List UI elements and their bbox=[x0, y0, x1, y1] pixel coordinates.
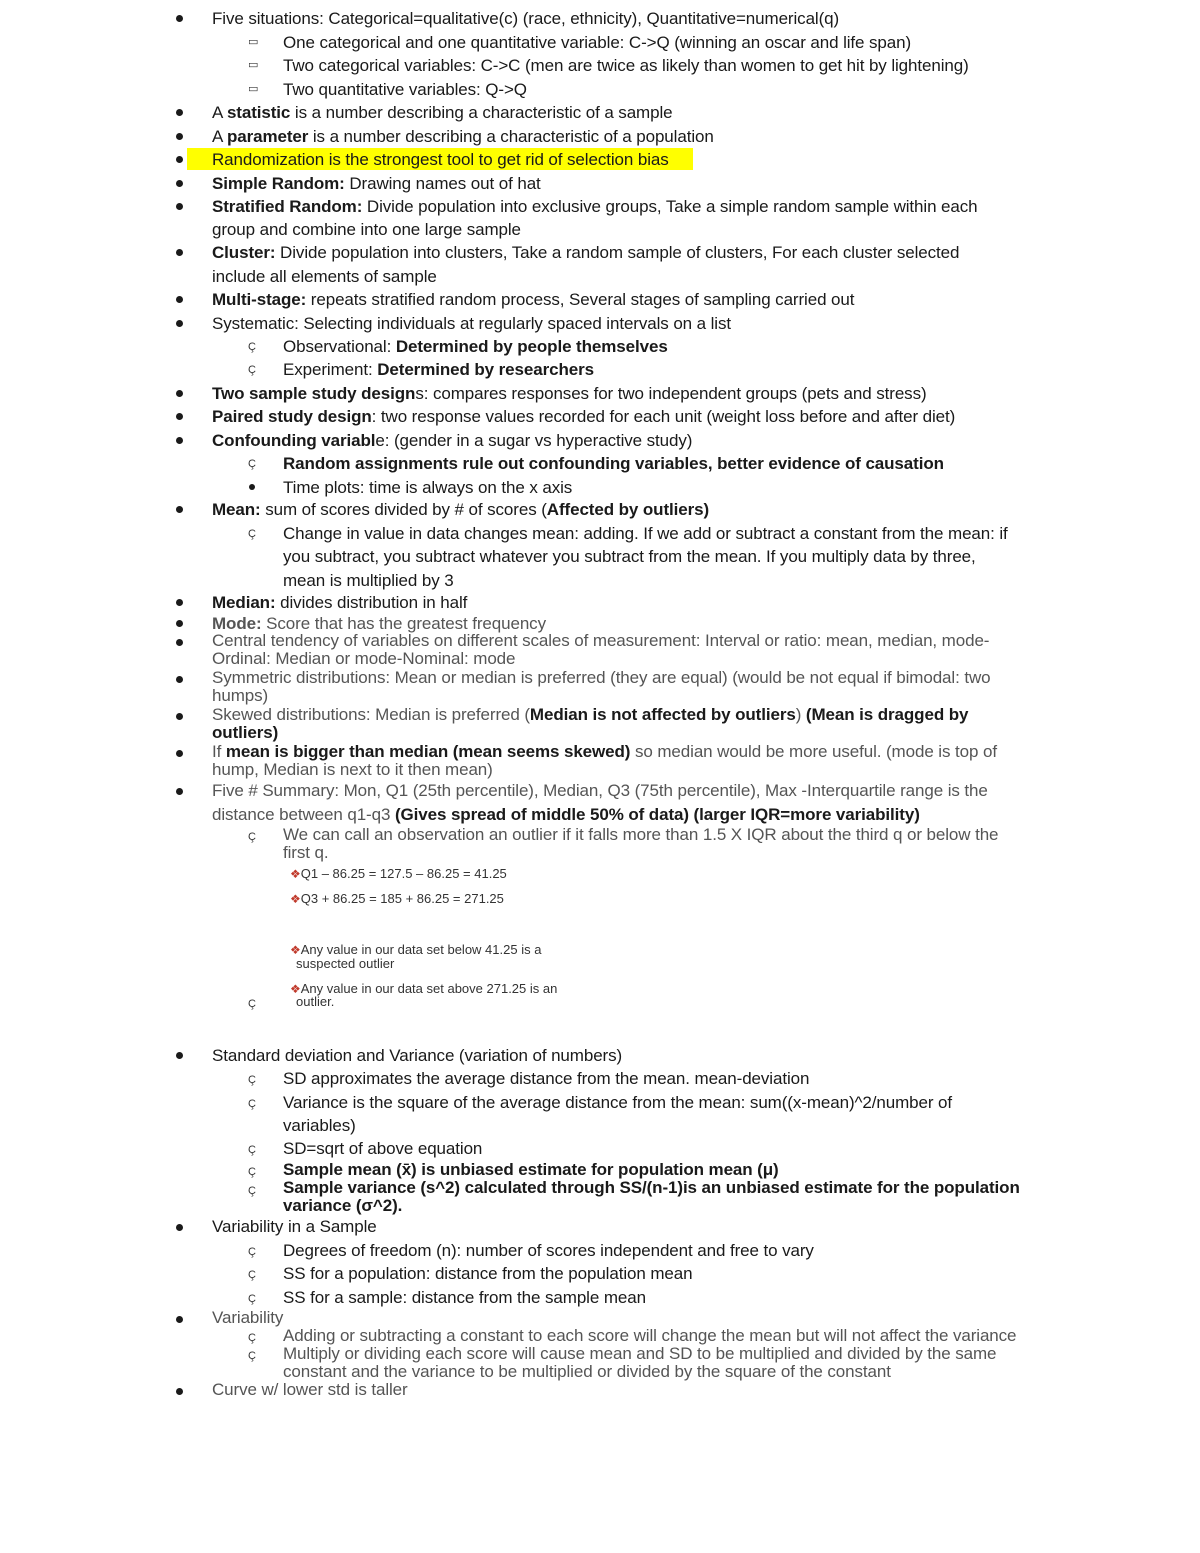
sub-bullet-icon: Ç bbox=[248, 1098, 256, 1110]
bullet-icon bbox=[176, 1224, 183, 1231]
note-line: you subtract, you subtract whatever you subtract from the mean. If you multiply data by three, bbox=[283, 547, 976, 566]
diamond-bullet-icon: ❖ bbox=[290, 943, 301, 957]
note-line: SD=sqrt of above equation bbox=[283, 1139, 483, 1158]
bullet-icon bbox=[176, 676, 183, 683]
note-line: SS for a sample: distance from the sample mean bbox=[283, 1288, 646, 1307]
bullet-icon bbox=[176, 296, 183, 303]
sub-bullet-icon: ▭ bbox=[248, 36, 259, 48]
bullet-icon bbox=[176, 109, 183, 116]
note-line: Sample mean (x̄) is unbiased estimate for population mean (μ) bbox=[283, 1160, 779, 1179]
bullet-icon bbox=[176, 1388, 183, 1395]
sub-bullet-icon: ▭ bbox=[248, 59, 259, 71]
figure-line: ❖Any value in our data set above 271.25 is an bbox=[290, 981, 558, 996]
note-line: We can call an observation an outlier if it falls more than 1.5 X IQR about the third q or below the bbox=[283, 825, 999, 844]
sub-bullet-icon: Ç bbox=[248, 998, 256, 1010]
figure-line: ❖Q3 + 86.25 = 185 + 86.25 = 271.25 bbox=[290, 891, 504, 906]
bullet-icon bbox=[176, 413, 183, 420]
note-line: Simple Random: Drawing names out of hat bbox=[212, 174, 541, 193]
bullet-icon bbox=[176, 133, 183, 140]
sub-bullet-icon: Ç bbox=[248, 458, 256, 470]
bullet-icon bbox=[176, 320, 183, 327]
note-line: Two categorical variables: C->C (men are twice as likely than women to get hit by lightening) bbox=[283, 56, 969, 75]
bullet-icon bbox=[176, 599, 183, 606]
bullet-icon bbox=[176, 1316, 183, 1323]
note-line: outliers) bbox=[212, 723, 279, 742]
note-line: Two sample study designs: compares responses for two independent groups (pets and stress) bbox=[212, 384, 927, 403]
note-line: group and combine into one large sample bbox=[212, 220, 521, 239]
note-line: Variance is the square of the average distance from the mean: sum((x-mean)^2/number of bbox=[283, 1093, 953, 1112]
note-line: Systematic: Selecting individuals at regularly spaced intervals on a list bbox=[212, 314, 732, 333]
note-line: A statistic is a number describing a characteristic of a sample bbox=[212, 103, 673, 122]
note-line: SS for a population: distance from the population mean bbox=[283, 1264, 693, 1283]
bullet-icon bbox=[176, 506, 183, 513]
bullet-icon bbox=[176, 390, 183, 397]
note-line: Symmetric distributions: Mean or median is preferred (they are equal) (would be not equal if bimodal: two bbox=[212, 668, 991, 687]
note-line: Median: divides distribution in half bbox=[212, 593, 468, 612]
note-line: Curve w/ lower std is taller bbox=[212, 1380, 408, 1399]
sub-bullet-icon: Ç bbox=[248, 1350, 256, 1362]
note-line: hump, Median is next to it then mean) bbox=[212, 760, 493, 779]
sub-bullet-icon: Ç bbox=[248, 1269, 256, 1281]
note-line-highlighted: Randomization is the strongest tool to get rid of selection bias bbox=[212, 150, 669, 169]
sub-bullet-icon: Ç bbox=[248, 1246, 256, 1258]
sub-bullet-icon: Ç bbox=[248, 364, 256, 376]
note-line: variance (σ^2). bbox=[283, 1196, 403, 1215]
bullet-icon bbox=[176, 639, 183, 646]
sub-bullet-icon: Ç bbox=[248, 1332, 256, 1344]
sub-bullet-icon: Ç bbox=[248, 1185, 256, 1197]
note-line: Variability bbox=[212, 1308, 284, 1327]
note-line: Random assignments rule out confounding variables, better evidence of causation bbox=[283, 454, 944, 473]
note-line: Standard deviation and Variance (variation of numbers) bbox=[212, 1046, 623, 1065]
sub-bullet-icon: Ç bbox=[248, 1293, 256, 1305]
note-line: mean is multiplied by 3 bbox=[283, 571, 454, 590]
sub-bullet-icon: Ç bbox=[248, 341, 256, 353]
note-line: first q. bbox=[283, 843, 329, 862]
bullet-icon bbox=[249, 484, 255, 490]
note-line: variables) bbox=[283, 1116, 356, 1135]
note-line: Observational: Determined by people themselves bbox=[283, 337, 668, 356]
bullet-icon bbox=[176, 15, 183, 22]
note-line: Degrees of freedom (n): number of scores independent and free to vary bbox=[283, 1241, 814, 1260]
bullet-icon bbox=[176, 437, 183, 444]
note-line: Central tendency of variables on different scales of measurement: Interval or ratio: mean, median, mode- bbox=[212, 631, 990, 650]
note-line: Ordinal: Median or mode-Nominal: mode bbox=[212, 649, 516, 668]
note-line: Sample variance (s^2) calculated through SS/(n-1)is an unbiased estimate for the population bbox=[283, 1178, 1020, 1197]
bullet-icon bbox=[176, 788, 183, 795]
bullet-icon bbox=[176, 180, 183, 187]
note-line: humps) bbox=[212, 686, 269, 705]
bullet-icon bbox=[176, 203, 183, 210]
diamond-bullet-icon: ❖ bbox=[290, 867, 301, 881]
sub-bullet-icon: Ç bbox=[248, 1144, 256, 1156]
figure-line: suspected outlier bbox=[296, 956, 395, 971]
note-line: Mode: Score that has the greatest frequency bbox=[212, 614, 546, 633]
note-line: Mean: sum of scores divided by # of scores (Affected by outliers) bbox=[212, 500, 710, 519]
diamond-bullet-icon: ❖ bbox=[290, 892, 301, 906]
note-line: distance between q1-q3 (Gives spread of middle 50% of data) (larger IQR=more variability) bbox=[212, 805, 920, 824]
note-line: Multiply or dividing each score will cause mean and SD to be multiplied and divided by the same bbox=[283, 1344, 997, 1363]
note-line: If mean is bigger than median (mean seems skewed) so median would be more useful. (mode is top of bbox=[212, 742, 997, 761]
note-line: Stratified Random: Divide population into exclusive groups, Take a simple random sample within each bbox=[212, 197, 978, 216]
bullet-icon bbox=[176, 750, 183, 757]
diamond-bullet-icon: ❖ bbox=[290, 982, 301, 996]
note-line: Confounding variable: (gender in a sugar vs hyperactive study) bbox=[212, 431, 693, 450]
bullet-icon bbox=[176, 620, 183, 627]
sub-bullet-icon: Ç bbox=[248, 831, 256, 843]
note-line: Skewed distributions: Median is preferred (Median is not affected by outliers) (Mean is dragged by bbox=[212, 705, 969, 724]
bullet-icon bbox=[176, 156, 183, 163]
note-line: One categorical and one quantitative variable: C->Q (winning an oscar and life span) bbox=[283, 33, 912, 52]
bullet-icon bbox=[176, 1052, 183, 1059]
figure-line: ❖Q1 – 86.25 = 127.5 – 86.25 = 41.25 bbox=[290, 866, 507, 881]
note-line: Cluster: Divide population into clusters, Take a random sample of clusters, For each cluster selected bbox=[212, 243, 960, 262]
note-line: Five # Summary: Mon, Q1 (25th percentile), Median, Q3 (75th percentile), Max -Interquartile range is the bbox=[212, 781, 988, 800]
note-line: Paired study design: two response values recorded for each unit (weight loss before and after diet) bbox=[212, 407, 956, 426]
note-line: Two quantitative variables: Q->Q bbox=[283, 80, 527, 99]
sub-bullet-icon: ▭ bbox=[248, 83, 259, 95]
note-line: Change in value in data changes mean: adding. If we add or subtract a constant from the mean: if bbox=[283, 524, 1008, 543]
sub-bullet-icon: Ç bbox=[248, 528, 256, 540]
bullet-icon bbox=[176, 713, 183, 720]
sub-bullet-icon: Ç bbox=[248, 1166, 256, 1178]
outlier-calculation-figure bbox=[284, 862, 584, 1008]
figure-line: ❖Any value in our data set below 41.25 is a bbox=[290, 942, 542, 957]
figure-line: outlier. bbox=[296, 994, 335, 1009]
note-line: constant and the variance to be multiplied or divided by the square of the constant bbox=[283, 1362, 891, 1381]
note-line: Time plots: time is always on the x axis bbox=[283, 478, 573, 497]
note-line: include all elements of sample bbox=[212, 267, 437, 286]
bullet-icon bbox=[176, 249, 183, 256]
note-line: Adding or subtracting a constant to each score will change the mean but will not affect the variance bbox=[283, 1326, 1017, 1345]
note-line: Five situations: Categorical=qualitative(c) (race, ethnicity), Quantitative=numerical(q) bbox=[212, 9, 840, 28]
note-line: Experiment: Determined by researchers bbox=[283, 360, 594, 379]
note-line: SD approximates the average distance from the mean. mean-deviation bbox=[283, 1069, 810, 1088]
note-line: Variability in a Sample bbox=[212, 1217, 377, 1236]
note-line: Multi-stage: repeats stratified random process, Several stages of sampling carried out bbox=[212, 290, 855, 309]
note-line: A parameter is a number describing a characteristic of a population bbox=[212, 127, 714, 146]
sub-bullet-icon: Ç bbox=[248, 1074, 256, 1086]
